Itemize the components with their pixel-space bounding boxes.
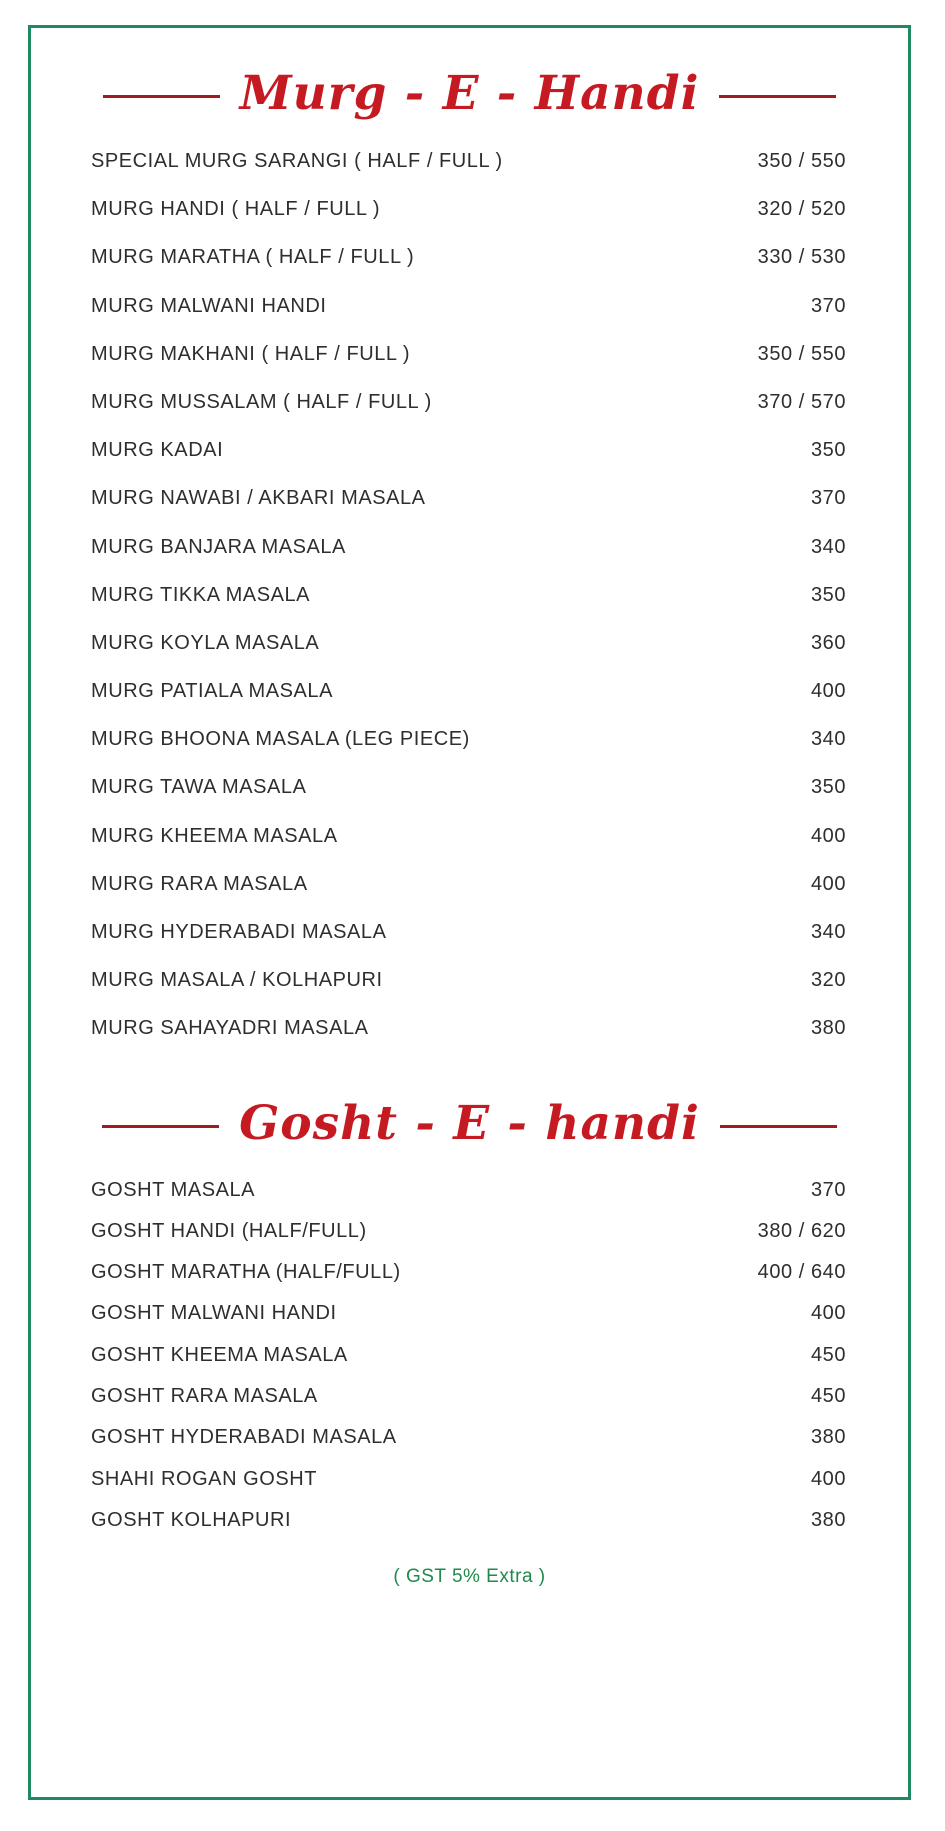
menu-item-price: 370: [810, 487, 846, 510]
menu-item-name: MURG MAKHANI ( HALF / FULL ): [91, 342, 411, 365]
menu-item-row: [64, 150, 875, 198]
menu-item-price: 340: [810, 535, 846, 558]
menu-item-name: GOSHT MALWANI HANDI: [91, 1302, 337, 1325]
menu-item-name: MURG TIKKA MASALA: [91, 583, 311, 606]
menu-item-price: 400: [810, 1467, 846, 1490]
menu-item-row: [64, 198, 875, 246]
menu-item-price: 370: [810, 294, 846, 317]
menu-item-price: 450: [810, 1385, 846, 1408]
menu-item-row: [64, 439, 875, 487]
menu-item-name: GOSHT MASALA: [91, 1178, 256, 1201]
menu-item-row: [64, 1261, 875, 1302]
section-title-murg: Murg - E - Handi: [239, 66, 700, 121]
menu-item-name: MURG MASALA / KOLHAPURI: [91, 969, 383, 992]
menu-item-price: 380: [810, 1426, 846, 1449]
menu-item-price: 360: [810, 631, 846, 654]
menu-item-price: 400: [810, 872, 846, 895]
menu-item-row: [64, 343, 875, 391]
menu-item-name: MURG KADAI: [91, 439, 224, 462]
menu-item-row: [64, 295, 875, 343]
menu-item-list-gosht: [64, 1179, 875, 1551]
menu-section-gosht-e-handi: [64, 1066, 875, 1551]
menu-item-name: SPECIAL MURG SARANGI ( HALF / FULL ): [91, 150, 503, 172]
menu-item-price: 350: [810, 583, 846, 606]
menu-item-name: GOSHT KHEEMA MASALA: [91, 1343, 348, 1366]
menu-item-row: [64, 1017, 875, 1065]
menu-item-name: MURG SAHAYADRI MASALA: [91, 1017, 369, 1040]
menu-item-name: GOSHT MARATHA (HALF/FULL): [91, 1261, 401, 1284]
menu-item-name: MURG HANDI ( HALF / FULL ): [91, 198, 381, 221]
menu-item-name: MURG MALWANI HANDI: [91, 294, 327, 317]
menu-item-price: 330 / 530: [757, 246, 846, 269]
menu-item-price: 350: [810, 439, 846, 462]
menu-item-name: SHAHI ROGAN GOSHT: [91, 1467, 318, 1490]
section-header-murg: [64, 28, 875, 123]
menu-item-price: 370 / 570: [757, 390, 846, 413]
menu-item-name: GOSHT RARA MASALA: [91, 1385, 318, 1408]
menu-item-price: 320 / 520: [757, 198, 846, 221]
menu-item-name: MURG RARA MASALA: [91, 872, 308, 895]
menu-item-row: [64, 825, 875, 873]
menu-item-price: 450: [810, 1343, 846, 1366]
menu-item-price: 340: [810, 921, 846, 943]
menu-item-row: [64, 873, 875, 921]
menu-item-name: MURG MUSSALAM ( HALF / FULL ): [91, 390, 432, 413]
menu-item-price: 370: [810, 1178, 846, 1201]
menu-item-price: 380: [810, 1017, 846, 1040]
menu-card: [28, 25, 911, 1800]
menu-item-row: [64, 921, 875, 969]
menu-item-name: MURG MARATHA ( HALF / FULL ): [91, 246, 415, 269]
menu-item-row: [64, 1385, 875, 1426]
menu-item-row: [64, 1220, 875, 1261]
menu-item-name: MURG BHOONA MASALA (LEG PIECE): [91, 728, 470, 751]
menu-item-row: [64, 1468, 875, 1509]
menu-item-name: MURG BANJARA MASALA: [91, 535, 346, 558]
menu-item-name: MURG NAWABI / AKBARI MASALA: [91, 487, 426, 510]
menu-item-name: MURG PATIALA MASALA: [91, 680, 333, 703]
menu-item-row: [64, 1344, 875, 1385]
menu-item-list-murg: [64, 150, 875, 1066]
menu-item-price: 380 / 620: [757, 1219, 846, 1242]
menu-content: [31, 28, 908, 1797]
menu-item-row: [64, 680, 875, 728]
menu-item-row: [64, 1179, 875, 1220]
menu-item-name: MURG HYDERABADI MASALA: [91, 921, 387, 943]
menu-item-row: [64, 776, 875, 824]
menu-section-murg-e-handi: [64, 28, 875, 1066]
section-header-gosht: [64, 1066, 875, 1153]
menu-item-row: [64, 487, 875, 535]
menu-item-price: 400 / 640: [757, 1261, 846, 1284]
menu-item-name: GOSHT KOLHAPURI: [91, 1508, 292, 1531]
section-rule-left-icon: [102, 1125, 219, 1128]
menu-item-row: [64, 536, 875, 584]
menu-item-price: 400: [810, 680, 846, 703]
menu-item-price: 400: [810, 824, 846, 847]
section-rule-left-icon: [103, 95, 220, 98]
gst-note: ( GST 5% Extra ): [393, 1566, 546, 1588]
menu-item-name: MURG TAWA MASALA: [91, 776, 307, 799]
menu-item-price: 350: [810, 776, 846, 799]
menu-item-name: GOSHT HANDI (HALF/FULL): [91, 1219, 367, 1242]
menu-item-price: 340: [810, 728, 846, 751]
menu-item-name: MURG KOYLA MASALA: [91, 631, 320, 654]
menu-item-row: [64, 246, 875, 294]
section-rule-right-icon: [720, 1125, 837, 1128]
menu-item-price: 350 / 550: [757, 150, 846, 172]
section-rule-right-icon: [719, 95, 836, 98]
menu-item-row: [64, 969, 875, 1017]
menu-item-price: 380: [810, 1508, 846, 1531]
menu-item-row: [64, 728, 875, 776]
menu-item-name: MURG KHEEMA MASALA: [91, 824, 338, 847]
menu-item-row: [64, 584, 875, 632]
menu-item-price: 400: [810, 1302, 846, 1325]
section-title-gosht: Gosht - E - handi: [239, 1095, 700, 1151]
menu-item-row: [64, 1509, 875, 1550]
menu-item-row: [64, 1302, 875, 1343]
menu-item-row: [64, 1426, 875, 1467]
menu-item-name: GOSHT HYDERABADI MASALA: [91, 1426, 397, 1449]
menu-item-price: 350 / 550: [757, 342, 846, 365]
menu-item-row: [64, 391, 875, 439]
menu-item-price: 320: [810, 969, 846, 992]
menu-item-row: [64, 632, 875, 680]
